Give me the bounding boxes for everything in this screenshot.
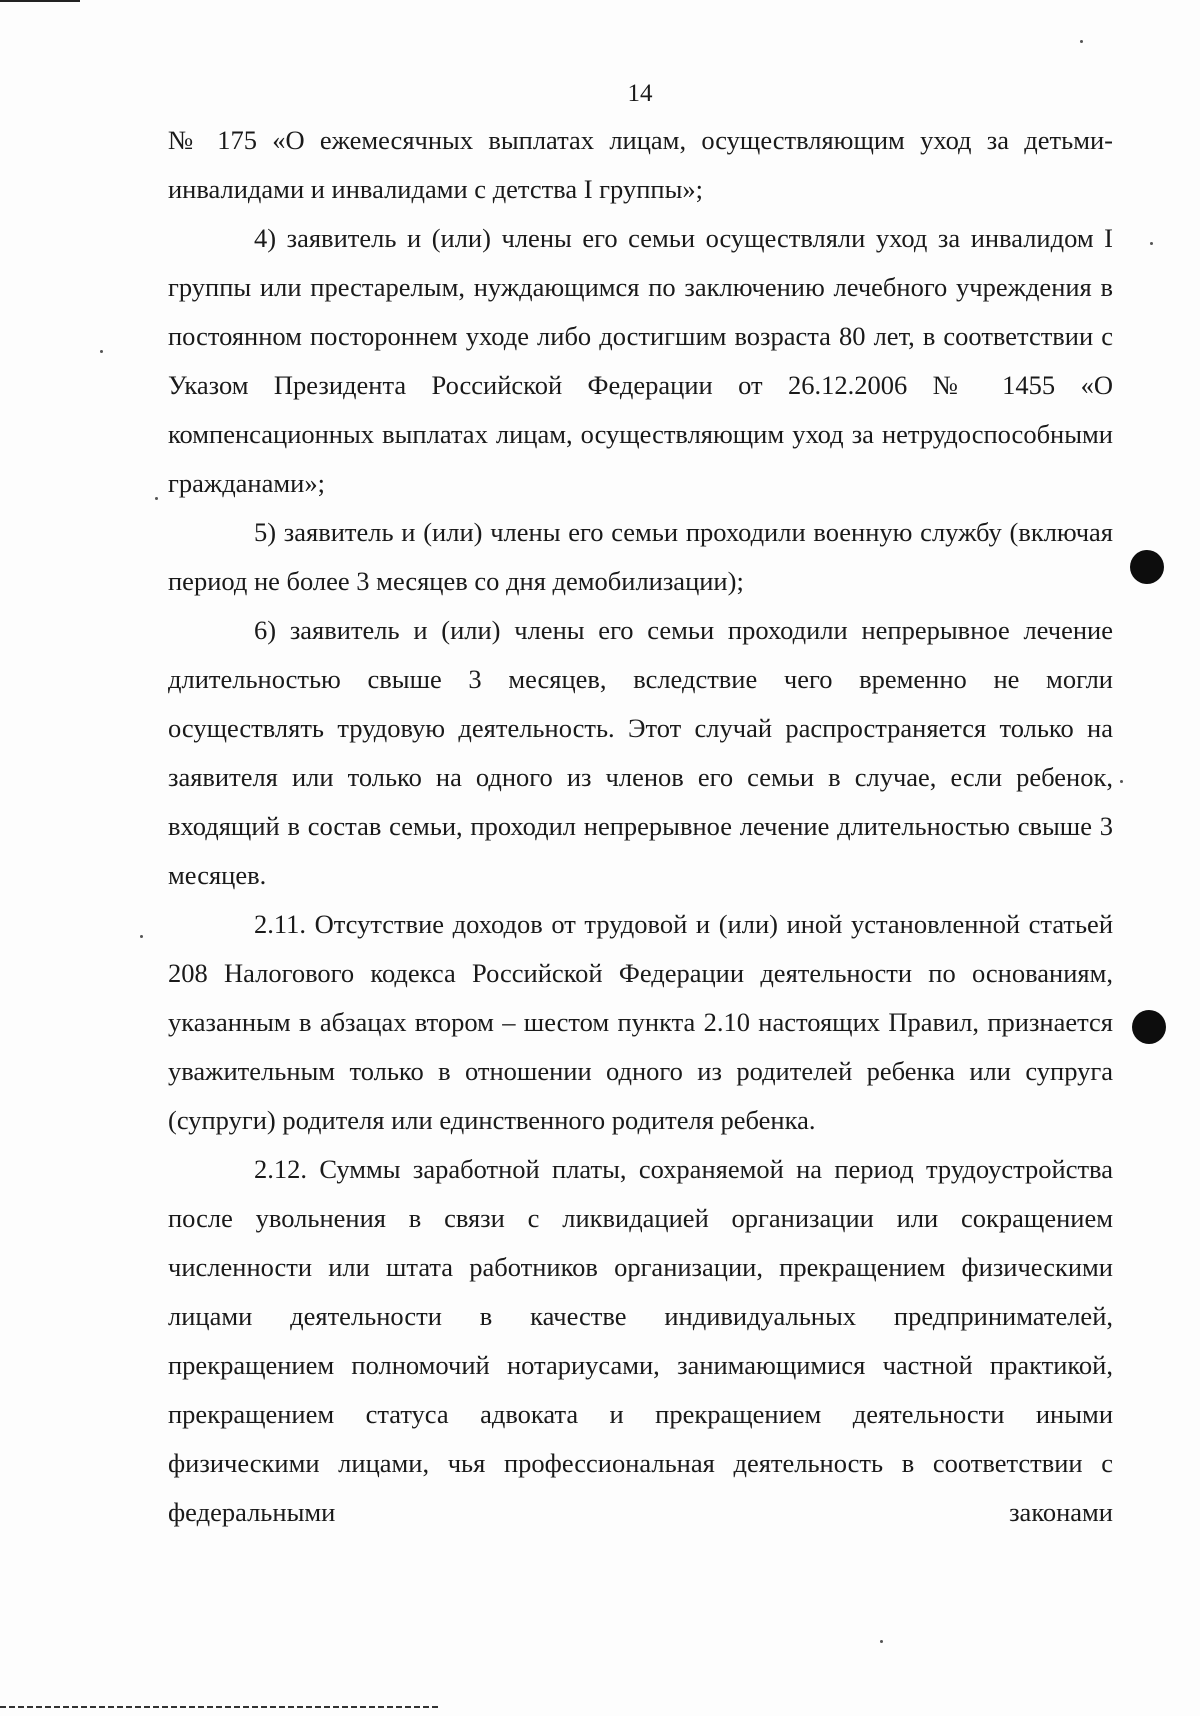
scan-speck bbox=[140, 935, 143, 938]
paragraph-2-12: 2.12. Суммы заработной платы, сохраняемой на период трудоустройства после увольнения в связи с ликвидацией организации или сокращением численности или штата работников организации, прекращением физическими лицами деятельности в качестве индивидуальных предпринимателей, прекращением полномочий нотариусами, занимающимися частной практикой, прекращением статуса адвоката и прекращением деятельности иными физическими лицами, чья профессиональная деятельность в соответствии с федеральными законами bbox=[168, 1154, 1113, 1527]
paragraph-continuation: № 175 «О ежемесячных выплатах лицам, осуществляющим уход за детьми-инвалидами и инвалидами с детства I группы»; bbox=[168, 125, 1113, 204]
scan-speck bbox=[100, 350, 103, 353]
scan-speck bbox=[1120, 780, 1123, 783]
scan-speck bbox=[1150, 242, 1153, 245]
paragraph-2-11: 2.11. Отсутствие доходов от трудовой и (или) иной установленной статьей 208 Налогового кодекса Российской Федерации деятельности по основаниям, указанным в абзацах втором – шестом пункта 2.10 настоящих Правил, признается уважительным только в отношении одного из родителей ребенка или супруга (супруги) родителя или единственного родителя ребенка. bbox=[168, 909, 1113, 1135]
page-number: 14 bbox=[627, 80, 653, 107]
paragraph-item-4: 4) заявитель и (или) члены его семьи осуществляли уход за инвалидом I группы или престарелым, нуждающимся по заключению лечебного учреждения в постоянном постороннем уходе либо достигшим возраста 80 лет, в соответствии с Указом Президента Российской Федерации от 26.12.2006 № 1455 «О компенсационных выплатах лицам, осуществляющим уход за нетрудоспособными гражданами»; bbox=[168, 223, 1113, 498]
scan-speck bbox=[155, 497, 158, 500]
scan-speck bbox=[880, 1640, 883, 1643]
body-text bbox=[168, 116, 1113, 1537]
punch-hole bbox=[1132, 1010, 1166, 1044]
paragraph-item-6: 6) заявитель и (или) члены его семьи проходили непрерывное лечение длительностью свыше 3 месяцев, вследствие чего временно не могли осуществлять трудовую деятельность. Этот случай распространяется только на заявителя или только на одного из членов его семьи в случае, если ребенок, входящий в состав семьи, проходил непрерывное лечение длительностью свыше 3 месяцев. bbox=[168, 615, 1113, 890]
scan-edge-mark bbox=[0, 1706, 440, 1708]
punch-hole bbox=[1130, 550, 1164, 584]
paragraph-item-5: 5) заявитель и (или) члены его семьи проходили военную службу (включая период не более 3 месяцев со дня демобилизации); bbox=[168, 517, 1113, 596]
scan-edge-mark bbox=[0, 0, 80, 2]
scan-speck bbox=[1080, 40, 1083, 43]
